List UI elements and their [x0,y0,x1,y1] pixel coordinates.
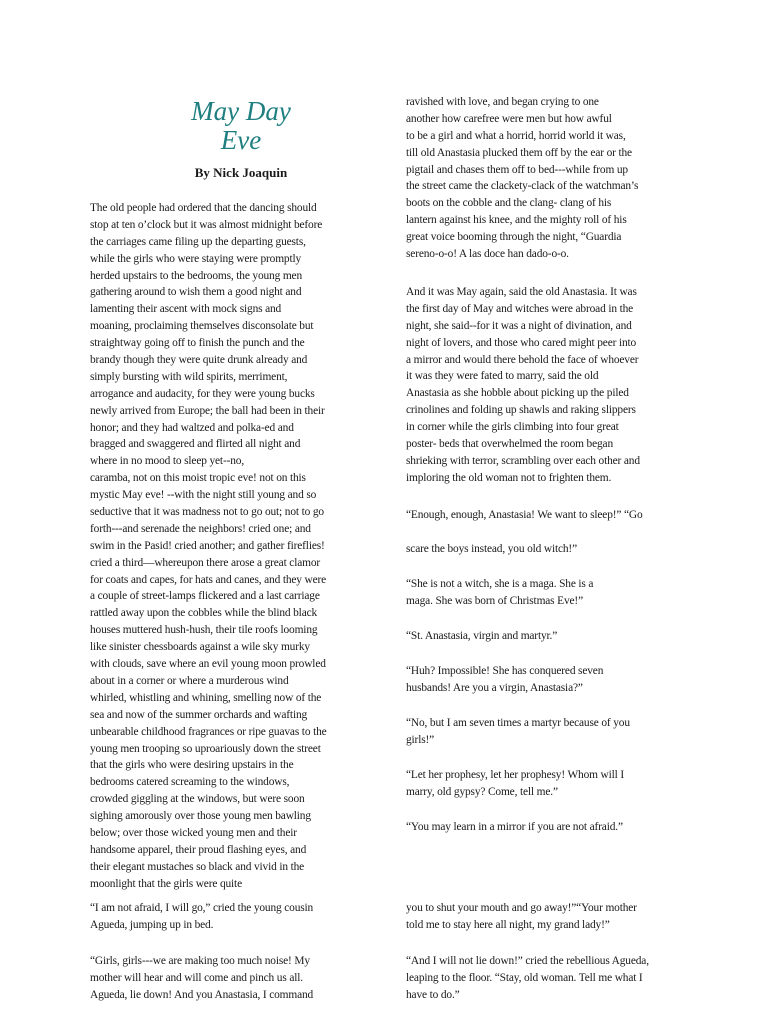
text-line: ravished with love, and began crying to one [406,96,599,108]
text-line: till old Anastasia plucked them off by the ear or the [406,146,632,159]
text-line: “Huh? Impossible! She has conquered seven [406,665,604,677]
text-line: Anastasia as she hobble about picking up the piled [406,387,629,400]
text-line: a couple of street-lamps flickered and a last carriage [90,590,320,603]
text-line: leaping to the floor. “Stay, old woman. Tell me what I [406,971,643,984]
text-line: gathering around to wish them a good night and [90,286,302,299]
paragraph-shut-mouth [406,900,637,934]
text-line: “No, but I am seven times a martyr because of you [406,717,630,729]
text-line: young men trooping so uproariously down the street [90,742,321,755]
text-line: imploring the old woman not to frighten them. [406,471,612,484]
text-line: “Let her prophesy, let her prophesy! Whom will I [406,769,625,781]
text-line: “Enough, enough, Anastasia! We want to sleep!” “Go [406,509,643,521]
text-line: where in no mood to sleep yet--no, [90,455,245,468]
text-line: great voice booming through the night, “Guardia [406,231,622,244]
text-line: moaning, proclaiming themselves disconsolate but [90,320,314,333]
text-line: stop at ten o’clock but it was almost midnight before [90,218,323,231]
text-line: crowded giggling at the windows, but were soon [90,793,305,806]
text-line: “I am not afraid, I will go,” cried the young cousin [90,902,314,914]
text-line: straightway going off to finish the punch and the [90,337,305,350]
paragraph-mirror [406,819,623,836]
text-line: Agueda, jumping up in bed. [90,918,214,931]
text-line: brandy though they were quite drunk already and [90,354,308,367]
text-line: forth---and serenade the neighbors! cried one; and [90,522,311,535]
paragraph-maga [406,576,593,610]
text-line: pigtail and chases them off to bed---while from up [406,163,628,176]
text-line: herded upstairs to the bedrooms, the young men [90,269,303,282]
paragraph-girls [90,953,313,1004]
text-line: night, she said--for it was a night of divination, and [406,319,632,332]
text-line: the carriages came filing up the departing guests, [90,235,306,248]
text-line: bedrooms catered screaming to the windows, [90,776,290,789]
text-line: honor; and they had waltzed and polka-ed and [90,421,294,434]
text-line: mother will hear and will come and pinch us all. [90,971,303,984]
text-line: girls!” [406,733,435,746]
text-line: sighing amorously over those young men bawling [90,810,311,823]
text-line: “Girls, girls---we are making too much noise! My [90,955,310,967]
story-title [166,97,316,155]
text-line: “You may learn in a mirror if you are not afraid.” [406,821,623,833]
text-line: unbearable childhood fragrances or ripe guavas to the [90,725,327,738]
text-line: that the girls who were desiring upstairs in the [90,759,294,772]
text-line: bragged and swaggered and flirted all night and [90,438,301,451]
text-line: about in a corner or where a murderous wind [90,674,289,687]
text-line: The old people had ordered that the dancing should [90,202,317,214]
text-line: like sinister chessboards against a wile sky murky [90,641,310,654]
text-line: cried a third—whereupon there arose a great clamor [90,556,321,569]
paragraph-agueda [90,900,313,934]
paragraph-virgin-martyr [406,628,557,645]
paragraph-impossible [406,663,603,697]
text-line: rattled away upon the cobbles while the blind black [90,607,318,620]
text-line: lamenting their ascent with mock signs and [90,303,282,316]
text-line: told me to stay here all night, my grand lady!” [406,918,610,931]
text-line: in corner while the girls climbing into four great [406,421,619,434]
text-line: for coats and capes, for hats and canes, and they were [90,573,327,586]
text-line: houses muttered hush-hush, their tile roofs looming [90,624,318,637]
text-line: boots on the cobble and the clang- clang of his [406,197,612,210]
text-line: newly arrived from Europe; the ball had been in their [90,404,325,417]
text-line: And it was May again, said the old Anastasia. It was [406,286,637,298]
text-line: have to do.” [406,988,460,1001]
text-line: below; over those wicked young men and their [90,826,297,839]
paragraph-ravished [406,94,638,263]
paragraph-prophesy [406,767,624,801]
title-line-2: Eve [220,125,262,155]
text-line: their elegant mustaches so black and vivid in the [90,860,305,873]
text-line: “St. Anastasia, virgin and martyr.” [406,630,558,642]
text-line: marry, old gypsy? Come, tell me.” [406,785,558,798]
text-line: swim in the Pasid! cried another; and gather fireflies! [90,539,325,552]
text-line: simply bursting with wild spirits, merriment, [90,370,288,383]
text-line: crinolines and folding up shawls and raking slippers [406,404,636,417]
text-line: you to shut your mouth and go away!”“Your mother [406,902,637,914]
text-line: “She is not a witch, she is a maga. She is a [406,578,594,590]
text-line: arrogance and audacity, for they were young bucks [90,387,315,400]
text-line: sereno-o-o! A las doce han dado-o-o. [406,248,569,261]
text-line: sea and now of the summer orchards and wafting [90,708,308,721]
paragraph-scare [406,541,577,558]
text-line: another how carefree were men but how awful [406,112,612,125]
paragraph-seven-times [406,715,630,749]
text-line: while the girls who were staying were promptly [90,252,302,265]
paragraph-enough [406,507,643,524]
title-line-1: May Day [191,96,291,126]
text-line: caramba, not on this moist tropic eve! not on this [90,472,306,485]
text-line: poster- beds that overwhelmed the room began [406,438,613,451]
text-line: night of lovers, and those who cared might peer into [406,336,637,349]
text-line: Agueda, lie down! And you Anastasia, I command [90,988,314,1001]
text-line: it was they were fated to marry, said the old [406,370,599,383]
text-line: the first day of May and witches were abroad in the [406,302,634,315]
paragraph-rebellious [406,953,649,1004]
text-line: seductive that it was madness not to go out; not to go [90,506,324,519]
text-line: the street came the clackety-clack of the watchman’s [406,180,639,193]
text-line: whirled, whistling and whining, smelling now of the [90,691,322,704]
text-line: husbands! Are you a virgin, Anastasia?” [406,681,583,694]
paragraph-opening [90,200,327,893]
text-line: maga. She was born of Christmas Eve!” [406,594,583,607]
text-line: with clouds, save where an evil young moon prowled [90,658,326,671]
paragraph-may-again [406,284,640,487]
text-line: handsome apparel, their proud flashing eyes, and [90,843,307,856]
text-line: lantern against his knee, and the mighty roll of his [406,214,627,227]
text-line: “And I will not lie down!” cried the rebellious Agueda, [406,955,649,967]
author-byline: By Nick Joaquin [194,165,288,180]
text-line: shrieking with terror, scrambling over each other and [406,454,640,467]
text-line: mystic May eve! --with the night still young and so [90,489,317,502]
text-line: moonlight that the girls were quite [90,877,242,890]
text-line: to be a girl and what a horrid, horrid world it was, [406,129,626,142]
text-line: a mirror and would there behold the face of whoever [406,353,639,366]
text-line: scare the boys instead, you old witch!” [406,543,577,555]
